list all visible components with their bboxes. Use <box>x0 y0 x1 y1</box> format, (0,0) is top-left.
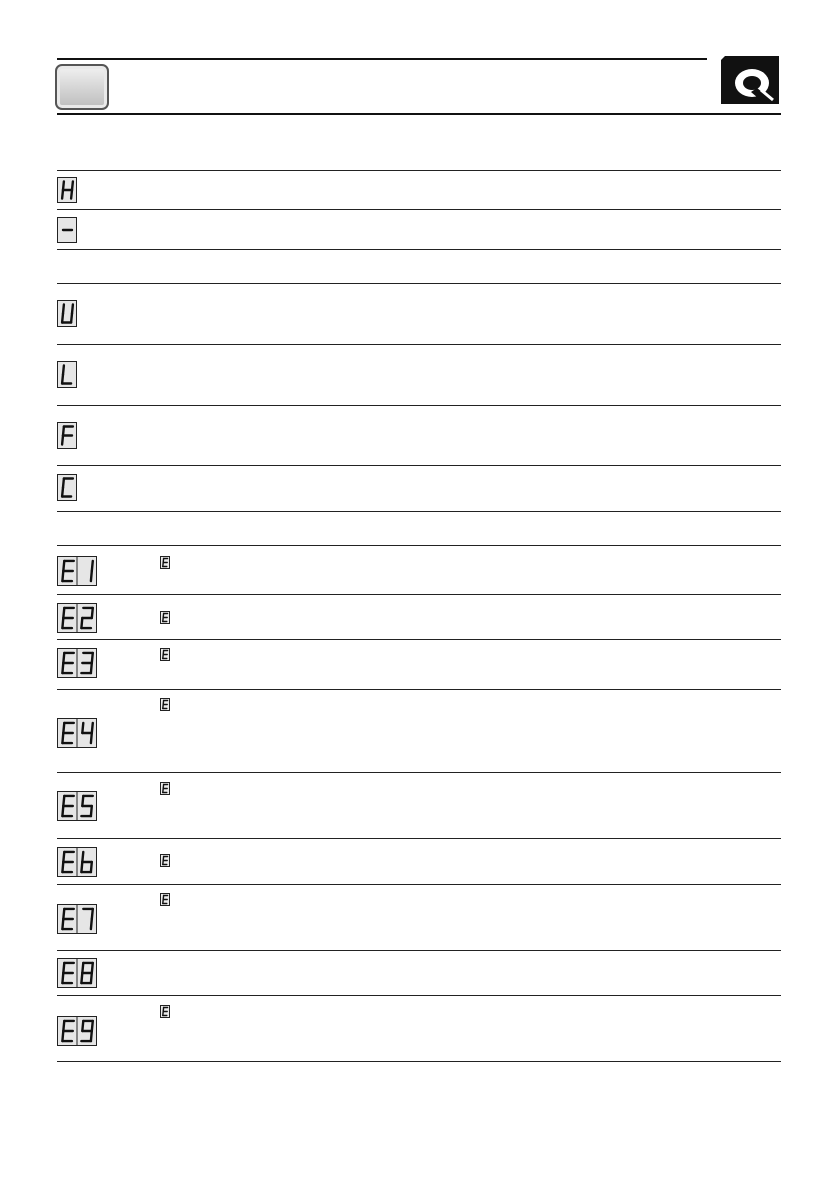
seven-segment-glyph <box>58 178 76 202</box>
header-top-rule <box>57 58 707 60</box>
row-divider <box>57 405 781 406</box>
row-divider <box>57 249 781 250</box>
row-divider <box>57 772 781 773</box>
row-divider <box>57 995 781 996</box>
seven-segment-glyph <box>58 301 76 326</box>
seven-segment-glyph <box>58 362 76 387</box>
note-e-icon <box>160 782 170 795</box>
lcd-code-C <box>57 474 77 501</box>
seven-segment-glyph <box>58 1017 96 1045</box>
seven-segment-glyph <box>58 475 76 500</box>
seven-segment-glyph <box>161 699 169 710</box>
lcd-code-E2 <box>57 603 97 633</box>
lcd-code-dash <box>57 217 77 243</box>
note-e-icon <box>160 698 170 711</box>
lcd-code-H <box>57 177 77 203</box>
section-tab-icon <box>55 64 109 110</box>
lcd-code-E8 <box>57 958 97 988</box>
seven-segment-glyph <box>161 783 169 794</box>
note-e-icon <box>160 854 170 867</box>
lcd-code-E4 <box>57 718 97 748</box>
row-divider <box>57 344 781 345</box>
lcd-code-E7 <box>57 904 97 934</box>
row-divider <box>57 639 781 640</box>
seven-segment-glyph <box>161 649 169 660</box>
lcd-code-F <box>57 422 77 449</box>
seven-segment-glyph <box>58 218 76 242</box>
seven-segment-glyph <box>161 894 169 905</box>
row-divider <box>57 689 781 690</box>
lcd-code-E3 <box>57 648 97 678</box>
header-bottom-rule <box>57 113 781 115</box>
lcd-code-U <box>57 300 77 327</box>
seven-segment-glyph <box>161 612 169 623</box>
seven-segment-glyph <box>58 719 96 747</box>
seven-segment-glyph <box>58 848 96 876</box>
row-divider <box>57 950 781 951</box>
note-e-icon <box>160 556 170 569</box>
row-divider <box>57 1061 781 1062</box>
lcd-code-E6 <box>57 847 97 877</box>
seven-segment-glyph <box>58 423 76 448</box>
note-e-icon <box>160 893 170 906</box>
row-divider <box>57 465 781 466</box>
note-e-icon <box>160 648 170 661</box>
row-divider <box>57 511 781 512</box>
seven-segment-glyph <box>161 1006 169 1017</box>
seven-segment-glyph <box>58 649 96 677</box>
seven-segment-glyph <box>58 557 96 585</box>
brand-logo-icon <box>721 56 783 104</box>
seven-segment-glyph <box>58 604 96 632</box>
row-divider <box>57 838 781 839</box>
row-divider <box>57 545 781 546</box>
row-divider <box>57 283 781 284</box>
seven-segment-glyph <box>58 792 96 820</box>
seven-segment-glyph <box>58 905 96 933</box>
seven-segment-glyph <box>58 959 96 987</box>
row-divider <box>57 170 781 171</box>
note-e-icon <box>160 1005 170 1018</box>
row-divider <box>57 884 781 885</box>
seven-segment-glyph <box>161 855 169 866</box>
row-divider <box>57 209 781 210</box>
lcd-code-E5 <box>57 791 97 821</box>
seven-segment-glyph <box>161 557 169 568</box>
lcd-code-E1 <box>57 556 97 586</box>
row-divider <box>57 594 781 595</box>
note-e-icon <box>160 611 170 624</box>
lcd-code-L <box>57 361 77 388</box>
lcd-code-E9 <box>57 1016 97 1046</box>
